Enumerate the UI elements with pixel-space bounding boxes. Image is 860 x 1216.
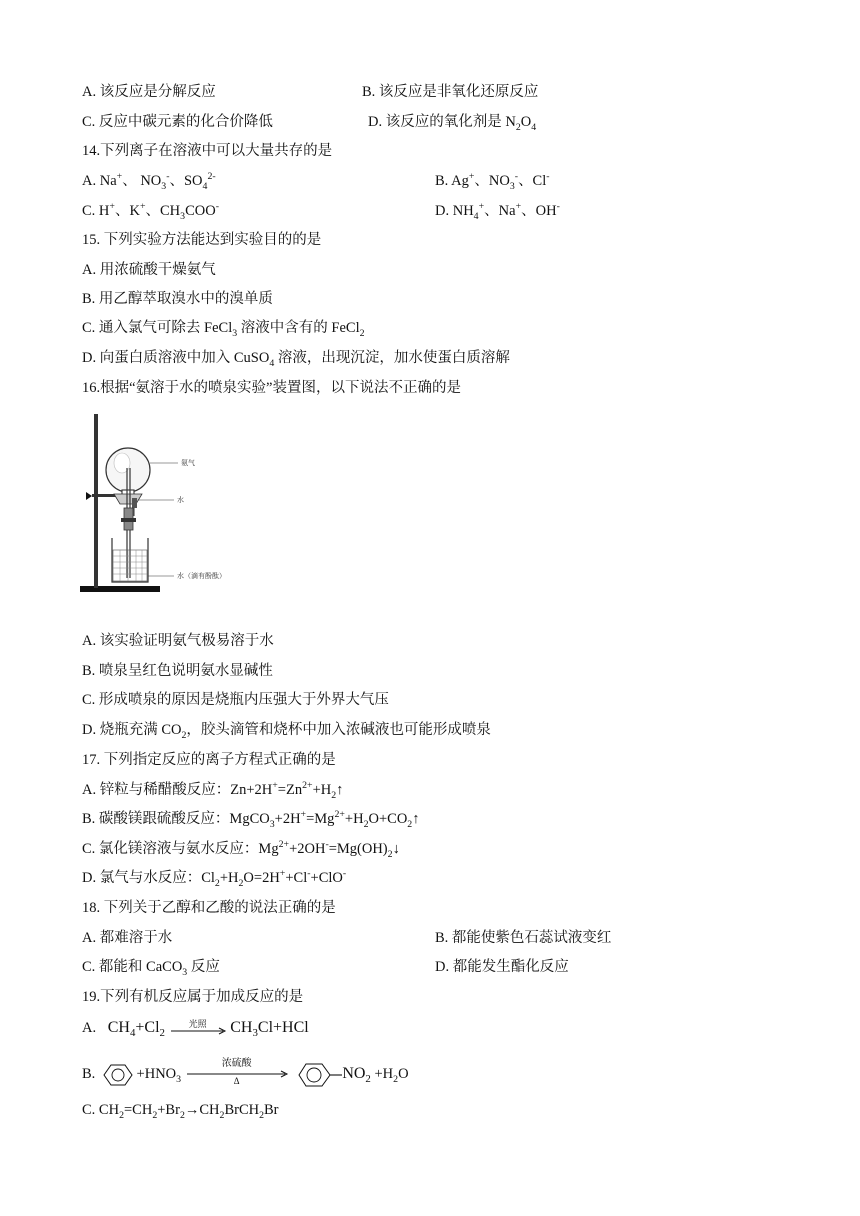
q19-option-a: A. $CH_4+Cl_2$ 光照 $CH_3Cl+HCl$ xyxy=(82,1018,309,1038)
q16-option-c: C. 形成喷泉的原因是烧瓶内压强大于外界大气压 xyxy=(82,692,389,708)
q17-option-a: A. 锌粒与稀醋酸反应：$Zn+2H^+=Zn^{2+}+H_2↑$ xyxy=(82,780,344,801)
q15-option-c: C. 通入氯气可除去 FeCl$_3$ 溶液中含有的 FeCl$_2$ xyxy=(82,320,365,339)
q15-option-d: D. 向蛋白质溶液中加入 CuSO$_4$ 溶液，出现沉淀，加水使蛋白质溶解 xyxy=(82,350,510,369)
label-gas: 氨气 xyxy=(181,460,195,467)
fountain-experiment-figure xyxy=(78,408,278,598)
q17-stem: 17. 下列指定反应的离子方程式正确的是 xyxy=(82,752,336,768)
benzene-ring-icon xyxy=(103,1063,133,1087)
q14-stem: 14.下列离子在溶液中可以大量共存的是 xyxy=(82,143,333,159)
arrow-condition-bottom: Δ xyxy=(233,1075,240,1086)
q15-option-a: A. 用浓硫酸干燥氨气 xyxy=(82,262,216,278)
q17-option-b: B. 碳酸镁跟硫酸反应：$MgCO_3+2H^+=Mg^{2+}+H_2O+CO_2↑$ xyxy=(82,809,420,830)
dropper-bulb xyxy=(132,498,137,508)
stand-base xyxy=(80,586,160,592)
clamp-knob xyxy=(86,492,92,500)
arrow-condition: 光照 xyxy=(188,1018,207,1029)
q13-option-c: C. 反应中碳元素的化合价降低 xyxy=(82,114,273,130)
q16-option-b: B. 喷泉呈红色说明氨水显碱性 xyxy=(82,663,273,679)
q16-option-a: A. 该实验证明氨气极易溶于水 xyxy=(82,633,274,649)
pinch-clamp xyxy=(121,518,136,522)
reaction-arrow xyxy=(185,1057,289,1088)
q13-option-d: D. 该反应的氧化剂是 $N_2O_4$ xyxy=(368,114,537,133)
q15-stem: 15. 下列实验方法能达到实验目的的是 xyxy=(82,232,322,248)
q17-option-c: C. 氯化镁溶液与氨水反应：$Mg^{2+}+2OH^-=Mg(OH)_2↓$ xyxy=(82,839,400,860)
label-water: 水 xyxy=(177,497,184,504)
q13-option-a: A. 该反应是分解反应 xyxy=(82,84,216,100)
q18-option-d: D. 都能发生酯化反应 xyxy=(435,959,569,975)
q18-stem: 18. 下列关于乙醇和乙酸的说法正确的是 xyxy=(82,900,336,916)
q14-option-c: C. H+、K+、$CH_3COO^-$ xyxy=(82,201,219,222)
stand-rod xyxy=(94,414,98,588)
q16-stem: 16.根据“氨溶于水的喷泉实验”装置图，以下说法不正确的是 xyxy=(82,380,461,396)
q18-option-a: A. 都难溶于水 xyxy=(82,930,173,946)
q19-option-c: C. $CH_2=CH_2+Br_2\to CH_2BrCH_2Br$ xyxy=(82,1102,279,1121)
q18-option-c: C. 都能和 CaCO$_3$ 反应 xyxy=(82,959,220,978)
q14-option-b: B. Ag+、$NO_3^-$、Cl- xyxy=(435,171,550,192)
q19-option-b: B. $+HNO_3$ 浓硫酸 Δ $NO_2 +H_2O$ xyxy=(82,1060,409,1088)
q14-option-a: A. Na+、 $NO_3^-$、$SO_4^{2-}$ xyxy=(82,171,216,192)
q16-option-d: D. 烧瓶充满 $CO_2$，胶头滴管和烧杯中加入浓碱液也可能形成喷泉 xyxy=(82,722,491,741)
arrow-condition-top: 浓硫酸 xyxy=(221,1057,252,1069)
q18-option-b: B. 都能使紫色石蕊试液变红 xyxy=(435,930,612,946)
reaction-arrow xyxy=(169,1020,227,1038)
label-beaker-water: 水（滴有酚酞） xyxy=(177,573,226,580)
q13-option-b: B. 该反应是非氧化还原反应 xyxy=(362,84,539,100)
stopper xyxy=(114,494,142,504)
q19-stem: 19.下列有机反应属于加成反应的是 xyxy=(82,989,304,1005)
q14-option-d: D. $NH_4^+$、Na+、OH- xyxy=(435,201,560,222)
q17-option-d: D. 氯气与水反应：$Cl_2+H_2O=2H^++Cl^-+ClO^-$ xyxy=(82,868,347,889)
q15-option-b: B. 用乙醇萃取溴水中的溴单质 xyxy=(82,291,273,307)
nitrobenzene-ring-icon xyxy=(298,1061,342,1089)
